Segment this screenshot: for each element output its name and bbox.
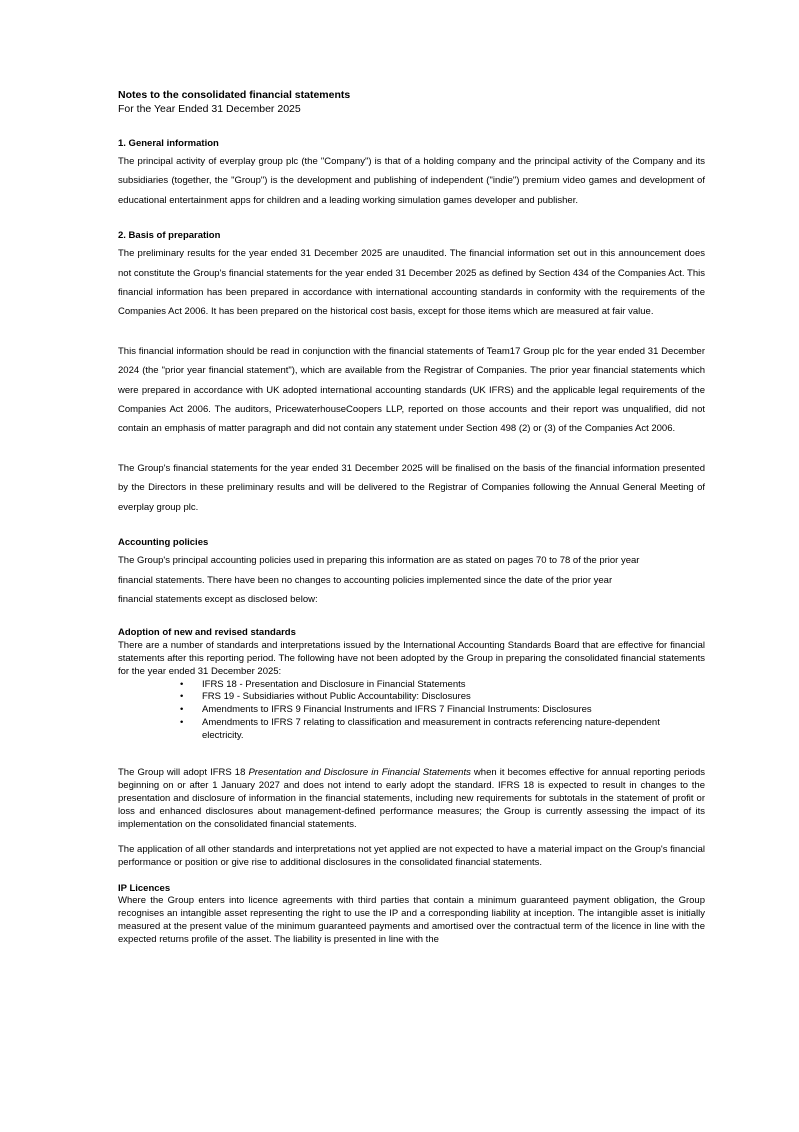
basis-of-preparation-heading: 2. Basis of preparation bbox=[118, 230, 221, 242]
general-information-paragraph: The principal activity of everplay group plc (the "Company") is that of a holding company and the principal activity of the Company and its subsidiaries (together, the "Group") is the development and publishing of independent ("indie") premium video games and development of educational entertainment apps for children and a leading working simulation games developer and publisher. bbox=[118, 156, 705, 206]
bullet-icon: • bbox=[180, 678, 184, 690]
standards-bullet-list bbox=[118, 679, 705, 743]
bullet-icon: • bbox=[180, 704, 184, 716]
basis-paragraph-1: The preliminary results for the year ended 31 December 2025 are unaudited. The financial information set out in this announcement does not constitute the Group's financial statements for the year ended 31 December 2025 as defined by Section 434 of the Companies Act. This financial information has been prepared in accordance with international accounting standards in conformity with the requirements of the Companies Act 2006. It has been prepared on the historical cost basis, except for those items which are measured at fair value. bbox=[118, 248, 705, 318]
adoption-standards-intro: There are a number of standards and interpretations issued by the International Accounting Standards Board that are effective for financial statements after this reporting period. The following have not been adopted by the Group in preparing the consolidated financial statements for the year ended 31 December 2025: bbox=[118, 640, 705, 677]
general-information-heading: 1. General information bbox=[118, 138, 219, 149]
list-item bbox=[118, 691, 705, 704]
bullet-text: IFRS 18 - Presentation and Disclosure in Financial Statements bbox=[202, 678, 466, 690]
accounting-policies-heading: Accounting policies bbox=[118, 537, 209, 549]
basis-paragraph-3: The Group's financial statements for the year ended 31 December 2025 will be finalised on the basis of the financial information presented by the Directors in these preliminary results and will be delivered to the Registrar of Companies following the Annual General Meeting of everplay group plc. bbox=[118, 462, 705, 513]
list-item bbox=[118, 679, 705, 692]
accounting-policies-line: The Group's principal accounting policies used in preparing this information are as stated on pages 70 to 78 of the prior year bbox=[118, 555, 640, 567]
bullet-text: Amendments to IFRS 9 Financial Instruments and IFRS 7 Financial Instruments: Disclosures bbox=[202, 704, 592, 716]
ifrs18-text-start: The Group will adopt IFRS 18 bbox=[118, 767, 249, 779]
accounting-policies-line: financial statements except as disclosed below: bbox=[118, 593, 318, 605]
bullet-icon: • bbox=[180, 716, 184, 728]
adoption-standards-heading: Adoption of new and revised standards bbox=[118, 627, 296, 639]
list-item bbox=[118, 704, 705, 717]
document-page bbox=[118, 88, 705, 947]
accounting-policies-line: financial statements. There have been no changes to accounting policies implemented since the date of the prior year bbox=[118, 574, 613, 586]
accounting-policies-paragraph bbox=[118, 551, 705, 609]
document-subtitle: For the Year Ended 31 December 2025 bbox=[118, 103, 301, 115]
ifrs18-text-end: when it becomes effective for annual reporting periods beginning on or after 1 January 2027 and does not intend to early adopt the standard. IFRS 18 is expected to result in changes to the presentation and disclosure of information in the financial statements, including new requirements for subtotals in the statement of profit or loss and enhanced disclosures about management-defined performance measures; the Group is currently assessing the impact of its implementation on the consolidated financial statements. bbox=[118, 767, 705, 830]
ip-licences-heading: IP Licences bbox=[118, 882, 171, 894]
basis-paragraph-2: This financial information should be read in conjunction with the financial statements of Team17 Group plc for the year ended 31 December 2024 (the "prior year financial statement"), which are available from the Registrar of Companies. The prior year financial statements which were prepared in accordance with UK adopted international accounting standards (UK IFRS) and the applicable legal requirements of the Companies Act 2006. The auditors, PricewaterhouseCoopers LLP, reported on those accounts and their report was unqualified, did not contain an emphasis of matter paragraph and did not contain any statement under Section 498 (2) or (3) of the Companies Act 2006. bbox=[118, 345, 705, 435]
ifrs18-standard-title: Presentation and Disclosure in Financial Statements bbox=[248, 767, 471, 779]
other-standards-paragraph: The application of all other standards and interpretations not yet applied are not expected to have a material impact on the Group's financial performance or position or give rise to additional disclosures in the consolidated financial statements. bbox=[118, 844, 705, 869]
ip-licences-paragraph: Where the Group enters into licence agreements with third parties that contain a minimum guaranteed payment obligation, the Group recognises an intangible asset representing the right to use the IP and a corresponding liability at inception. The intangible asset is initially measured at the present value of the minimum guaranteed payments and amortised over the contractual term of the licence in line with the expected returns profile of the asset. The liability is presented in line with the bbox=[118, 895, 705, 945]
bullet-icon: • bbox=[180, 691, 184, 703]
document-title: Notes to the consolidated financial statements bbox=[118, 89, 351, 101]
list-item bbox=[118, 717, 705, 743]
bullet-text: Amendments to IFRS 7 relating to classification and measurement in contracts referencing nature-dependent electricity. bbox=[202, 716, 660, 741]
ifrs18-paragraph bbox=[118, 767, 705, 831]
bullet-text: FRS 19 - Subsidiaries without Public Accountability: Disclosures bbox=[202, 691, 471, 703]
